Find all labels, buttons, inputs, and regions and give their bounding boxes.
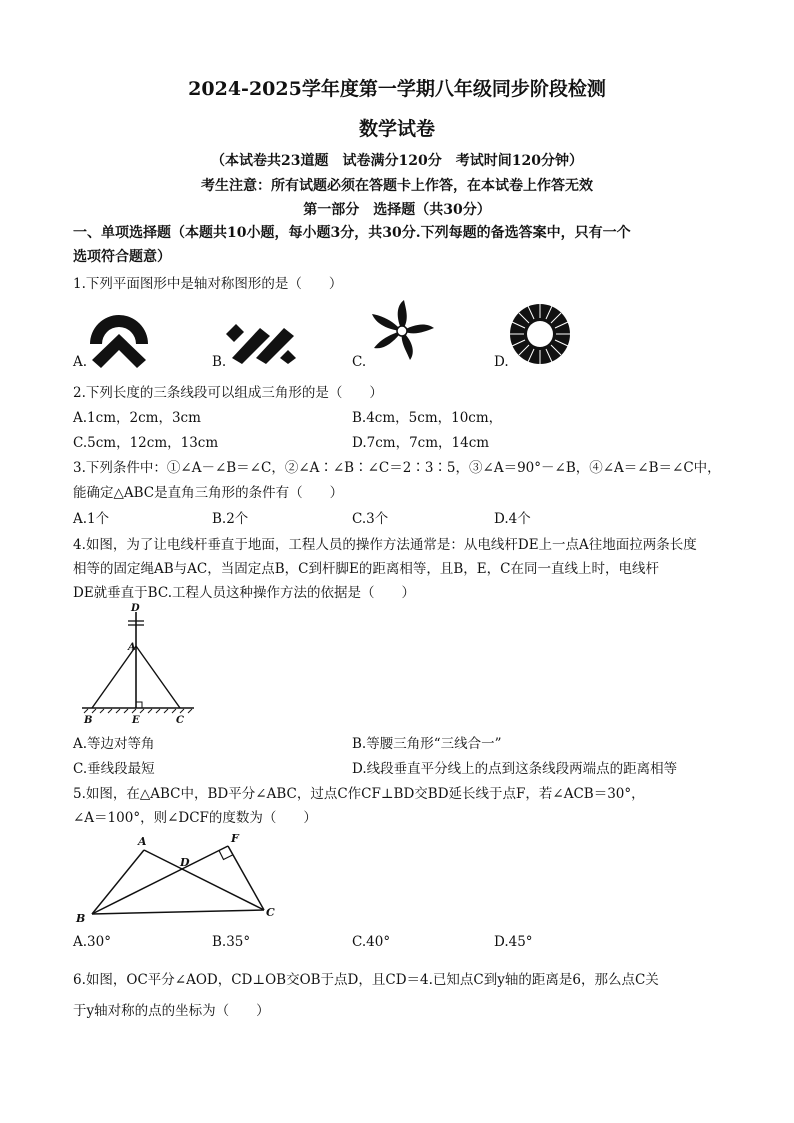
q5-label-f: F <box>231 832 239 845</box>
exam-notice: 考生注意：所有试题必须在答题卡上作答，在本试卷上作答无效 <box>201 178 593 194</box>
q3-stem-line1: 3.下列条件中：①∠A－∠B＝∠C，②∠A∶∠B∶∠C＝2∶3∶5，③∠A＝90°－∠B，④∠A＝∠B＝∠C中， <box>73 460 721 476</box>
q4-stem-line1: 4.如图，为了让电线杆垂直于地面，工程人员的操作方法通常是：从电线杆DE上一点A往地面拉两条长度 <box>73 537 697 553</box>
q5-option-c: C.40° <box>352 934 391 950</box>
q4-option-d: D.线段垂直平分线上的点到这条线段两端点的距离相等 <box>352 761 678 777</box>
q3-option-c: C.3个 <box>352 511 389 527</box>
q6-stem-line1: 6.如图，OC平分∠AOD，CD⊥OB交OB于点D，且CD＝4.已知点C到y轴的距离是6，那么点C关 <box>73 972 659 988</box>
exam-title: 2024-2025学年度第一学期八年级同步阶段检测 <box>188 78 606 100</box>
q2-option-a: A.1cm，2cm，3cm <box>73 410 201 426</box>
q5-option-a: A.30° <box>73 934 111 950</box>
q4-label-a: A <box>128 642 136 653</box>
q1-option-d: D. <box>494 354 509 370</box>
q1-stem: 1.下列平面图形中是轴对称图形的是（ ） <box>73 276 343 292</box>
q1-figure-c <box>366 298 438 364</box>
q4-label-c: C <box>176 715 184 726</box>
q5-label-c: C <box>266 906 275 919</box>
q4-option-b: B.等腰三角形“三线合一” <box>352 736 502 752</box>
q4-figure <box>78 602 198 726</box>
q1-option-b: B. <box>212 354 227 370</box>
q1-figure-b <box>222 318 300 364</box>
q5-label-b: B <box>76 912 86 925</box>
q3-option-b: B.2个 <box>212 511 249 527</box>
q5-label-d: D <box>180 856 190 869</box>
q4-label-b: B <box>84 715 93 726</box>
part-heading: 第一部分 选择题（共30分） <box>303 202 491 218</box>
q3-stem-line2: 能确定△ABC是直角三角形的条件有（ ） <box>73 485 344 501</box>
q3-option-a: A.1个 <box>73 511 110 527</box>
q5-stem-line1: 5.如图，在△ABC中，BD平分∠ABC，过点C作CF⊥BD交BD延长线于点F，若∠ACB＝30°， <box>73 786 645 802</box>
q2-stem: 2.下列长度的三条线段可以组成三角形的是（ ） <box>73 385 383 401</box>
q5-figure <box>72 830 282 930</box>
section-heading-line1: 一、单项选择题（本题共10小题，每小题3分，共30分.下列每题的备选答案中，只有一个 <box>73 225 631 241</box>
q4-option-c: C.垂线段最短 <box>73 761 155 777</box>
q1-figure-a <box>86 310 152 370</box>
exam-info: （本试卷共23道题 试卷满分120分 考试时间120分钟） <box>211 153 583 169</box>
q5-option-d: D.45° <box>494 934 533 950</box>
q5-stem-line2: ∠A＝100°，则∠DCF的度数为（ ） <box>73 810 317 826</box>
q2-option-c: C.5cm，12cm，13cm <box>73 435 219 451</box>
q1-option-c: C. <box>352 354 367 370</box>
q5-option-b: B.35° <box>212 934 251 950</box>
q4-option-a: A.等边对等角 <box>73 736 155 752</box>
section-heading-line2: 选项符合题意） <box>73 249 171 265</box>
q3-option-d: D.4个 <box>494 511 531 527</box>
q4-label-e: E <box>132 715 140 726</box>
q1-figure-d <box>508 302 572 366</box>
q2-option-b: B.4cm，5cm，10cm， <box>352 410 503 426</box>
q6-stem-line2: 于y轴对称的点的坐标为（ ） <box>73 1003 270 1019</box>
q1-option-a: A. <box>73 354 88 370</box>
q2-option-d: D.7cm，7cm，14cm <box>352 435 490 451</box>
q4-stem-line3: DE就垂直于BC.工程人员这种操作方法的依据是（ ） <box>73 585 415 601</box>
exam-subject: 数学试卷 <box>358 118 435 140</box>
q4-label-d: D <box>131 603 140 614</box>
q5-label-a: A <box>138 835 147 848</box>
q4-stem-line2: 相等的固定绳AB与AC，当固定点B，C到杆脚E的距离相等，且B，E，C在同一直线上时，电线杆 <box>73 561 659 577</box>
